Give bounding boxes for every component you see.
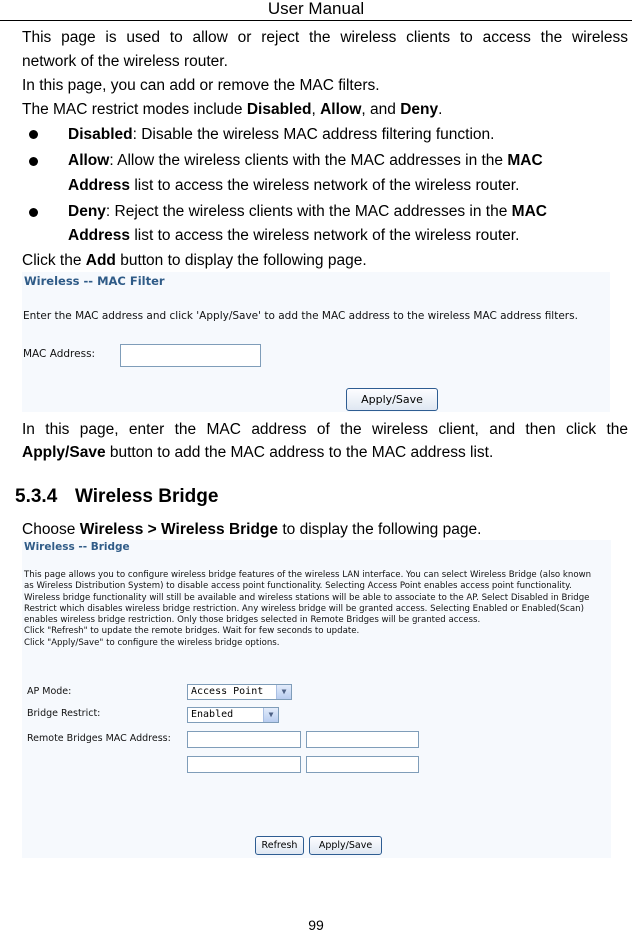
bullet-term-end: MAC [511,203,547,220]
bullet-text: : Disable the wireless MAC address filtering function. [132,126,495,143]
remote-bridge-mac-input-2[interactable] [306,731,419,748]
section-heading [15,486,218,508]
bullet-term: Disabled [68,126,133,143]
page-header: User Manual [0,0,632,21]
after-mac-bold: Apply/Save [22,444,106,461]
after-mac-rest: button to add the MAC address to the MAC address list. [105,444,494,461]
bullet-term: Address [68,227,131,244]
bullet-deny-line2 [68,226,519,246]
after-mac-line1: In this page, enter the MAC address of the wireless client, and then click the [22,421,628,438]
bullet-deny [68,202,547,222]
intro-paragraph-3 [22,100,628,120]
bullet-allow-line2 [68,176,519,196]
mode-allow: Allow [320,101,362,118]
bridge-restrict-select[interactable] [187,707,279,723]
description-line: Click "Refresh" to update the remote bridges. Wait for few seconds to update. [24,626,360,637]
bridge-restrict-value: Enabled [191,709,234,720]
mode-disabled: Disabled [246,101,312,118]
intro-paragraph-line2: network of the wireless router. [22,53,228,70]
remote-bridge-mac-input-4[interactable] [306,756,419,773]
description-line: Click "Apply/Save" to configure the wireless bridge options. [24,637,280,648]
modes-sep1: , [311,101,321,118]
bridge-description [24,570,591,649]
description-line: Wireless bridge functionality will still be available and wireless stations will be able to associate to the AP. Select Disabled in Bridge [24,592,590,603]
refresh-button[interactable]: Refresh [255,836,304,855]
remote-bridges-label: Remote Bridges MAC Address: [27,733,171,744]
mac-filter-panel [22,272,610,412]
bullet-term: Address [68,177,131,194]
modes-sep2: , and [361,101,401,118]
click-add-post: button to display the following page. [115,252,367,269]
intro-paragraph-2: In this page, you can add or remove the MAC filters. [22,77,380,94]
ap-mode-value: Access Point [191,686,264,697]
chevron-down-icon: ▼ [276,685,291,699]
bullet-dot [29,208,38,217]
chevron-down-icon: ▼ [263,708,278,722]
panel-title: Wireless -- MAC Filter [24,274,165,288]
modes-prefix: The MAC restrict modes include [22,101,247,118]
bullet-text: : Allow the wireless clients with the MAC addresses in the [109,152,508,169]
description-line: This page allows you to configure wireless bridge features of the wireless LAN interface. You can select Wireless Bridge (also known [24,570,592,580]
choose-post: to display the following page. [278,521,482,538]
bullet-term: Deny [68,203,106,220]
bullet-disabled [68,125,494,145]
bullet-term: Allow [68,152,110,169]
bullet-text: list to access the wireless network of the wireless router. [130,177,520,194]
choose-paragraph [22,520,628,540]
bridge-restrict-label: Bridge Restrict: [27,708,101,719]
bullet-term-end: MAC [507,152,543,169]
mac-instruction: Enter the MAC address and click 'Apply/Save' to add the MAC address to the wireless MAC address filters. [23,310,578,322]
ap-mode-label: AP Mode: [27,686,72,697]
section-title: Wireless Bridge [75,486,219,507]
description-line: as Wireless Distribution System) to disable access point functionality. Selecting Access Point enables access point functionality. [24,581,572,592]
bullet-dot [29,130,38,139]
wireless-bridge-panel [22,540,611,858]
bullet-text: : Reject the wireless clients with the MAC addresses in the [105,203,512,220]
click-add-bold: Add [85,252,116,269]
remote-bridge-mac-input-3[interactable] [187,756,301,773]
intro-paragraph-line1: This page is used to allow or reject the wireless clients to access the wireless [22,29,628,46]
after-mac-line2 [22,443,628,463]
bullet-allow [68,151,543,171]
remote-bridge-mac-input-1[interactable] [187,731,301,748]
ap-mode-select[interactable] [187,684,292,700]
description-line: Restrict which disables wireless bridge restriction. Any wireless bridge will be granted access. Selecting Enabled or Enabled(Scan) [24,603,584,614]
apply-save-button[interactable]: Apply/Save [346,388,438,411]
click-add-paragraph [22,251,628,271]
section-number: 5.3.4 [15,486,58,507]
page-number: 99 [308,917,324,933]
mode-deny: Deny [400,101,439,118]
choose-bold: Wireless > Wireless Bridge [79,521,279,538]
apply-save-button[interactable]: Apply/Save [309,836,382,855]
bullet-text: list to access the wireless network of the wireless router. [130,227,520,244]
modes-end: . [438,101,443,118]
bullet-dot [29,157,38,166]
panel-title: Wireless -- Bridge [24,541,130,553]
click-add-pre: Click the [22,252,86,269]
mac-address-label: MAC Address: [23,348,96,360]
description-line: enables wireless bridge restriction. Only those bridges selected in Remote Bridges will be granted access. [24,615,481,626]
mac-address-input[interactable] [120,344,261,367]
choose-pre: Choose [22,521,80,538]
